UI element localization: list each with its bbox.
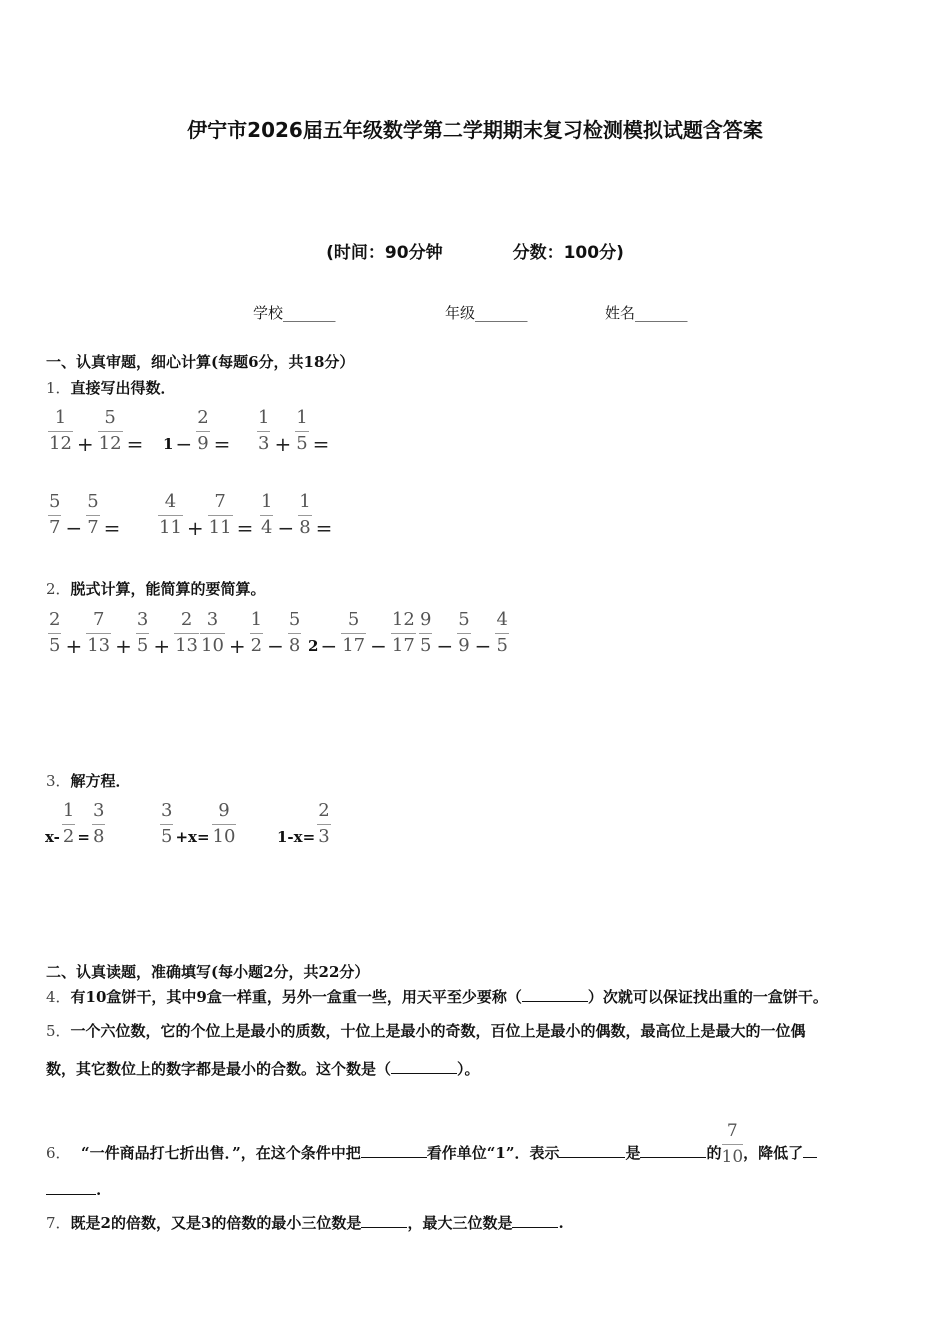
numerator: 1 [299,491,311,512]
denominator: 5 [496,635,508,656]
operator: − [474,634,492,658]
fraction [457,610,470,656]
fraction [208,492,233,538]
answer-blank[interactable] [391,1059,457,1074]
fraction-bar [298,515,311,516]
question-text: 看作单位“1”．表示 [426,1144,560,1162]
question-text: ，降低了 [743,1144,804,1162]
numerator: 7 [214,491,226,512]
expression [417,610,511,656]
numerator: 4 [164,491,177,512]
numerator: 12 [391,609,415,630]
fraction [341,610,366,656]
term: +x= [175,828,210,846]
fraction-bar [722,1144,744,1145]
numerator: 3 [136,609,149,630]
answer-blank[interactable] [640,1143,706,1158]
fraction [48,492,61,538]
numerator: 7 [726,1121,738,1141]
operator: + [274,432,292,456]
question-text: 是 [625,1144,641,1162]
denominator: 17 [342,635,366,656]
numerator: 1 [261,491,273,512]
fraction [250,610,263,656]
numerator: 1 [62,800,75,821]
fraction-bar [391,633,416,634]
fraction-bar [250,633,263,634]
question-5-cont [46,1058,480,1079]
denominator: 12 [98,433,122,454]
fraction [136,610,149,656]
numerator: 5 [104,407,116,428]
fraction-bar [295,431,308,432]
time-limit: (时间：90分钟 [326,243,443,263]
fraction-bar [62,824,75,825]
denominator: 9 [197,433,209,454]
question-text: 数，其它数位上的数字都是最小的合数。这个数是（ [46,1060,392,1078]
question-7 [46,1212,564,1233]
answer-blank[interactable] [512,1213,558,1228]
fraction-bar [86,515,99,516]
expression [46,408,145,454]
question-text: ）次就可以保证找出重的一盒饼干。 [587,988,828,1006]
fraction-bar [92,824,105,825]
operator: = [236,516,254,540]
question-5 [46,1020,806,1041]
school-field: 学校_______ [253,304,336,322]
numerator: 9 [218,800,230,821]
expression [255,408,331,454]
question-number: 7． [46,1214,71,1232]
operator: − [175,432,193,456]
fraction [317,801,330,847]
question-text: 一个六位数，它的个位上是最小的质数，十位上是最小的奇数，百位上是最小的偶数，最高位上是最大的一位偶 [70,1022,806,1040]
denominator: 11 [159,517,182,538]
expression [46,610,201,656]
term: 1-x= [277,828,316,846]
denominator: 2 [250,635,263,656]
question-3 [46,770,131,791]
question-number: 5． [46,1022,71,1040]
section-1-heading: 一、认真审题，细心计算(每题6分，共18分） [46,353,355,371]
denominator: 7 [87,517,99,538]
fraction [722,1121,744,1167]
fraction-bar [288,633,301,634]
denominator: 7 [49,517,61,538]
fraction [288,610,301,656]
expression [156,492,255,538]
operator: = [213,432,231,456]
numerator: 7 [92,609,105,630]
fraction [86,492,99,538]
numerator: 5 [87,491,99,512]
question-text: ）。 [457,1060,480,1078]
fraction [260,492,273,538]
denominator: 5 [161,826,173,847]
fraction [295,408,308,454]
question-text: 脱式计算，能简算的要简算。 [70,580,266,598]
fraction [298,492,311,538]
fraction [174,610,199,656]
fraction [495,610,508,656]
equation [45,801,107,847]
question-4 [46,986,828,1007]
denominator: 12 [49,433,72,454]
fraction-bar [419,633,432,634]
operator: − [320,634,338,658]
operator: − [277,516,295,540]
operator: = [312,432,330,456]
term: x- [45,828,60,846]
fraction-bar [260,515,273,516]
denominator: 9 [458,635,470,656]
fraction [98,408,123,454]
fraction [419,610,432,656]
fraction-bar [341,633,366,634]
fraction [158,492,183,538]
page-title: 伊宁市2026届五年级数学第二学期期末复习检测模拟试题含答案 [187,118,763,142]
fraction [257,408,270,454]
question-2 [46,578,266,599]
grade-field: 年级_______ [445,304,528,322]
fraction [200,610,225,656]
operator: + [153,634,171,658]
denominator: 2 [62,826,75,847]
operator: = [126,432,144,456]
fraction-bar [158,515,183,516]
question-text: 有10盒饼干，其中9盒一样重，另外一盒重一些，用天平至少要称（ [70,988,522,1006]
numerator: 3 [161,800,173,821]
operator: − [370,634,387,658]
answer-blank[interactable] [361,1143,427,1158]
name-field: 姓名_______ [605,304,688,322]
question-number: 6． [46,1144,71,1162]
denominator: 4 [261,517,273,538]
question-number: 2． [46,580,71,598]
question-text: “一件商品打七折出售．”，在这个条件中把 [81,1144,361,1162]
numerator: 2 [197,407,209,428]
denominator: 11 [208,517,232,538]
denominator: 8 [288,635,301,656]
question-text: 既是2的倍数，又是3的倍数的最小三位数是 [70,1214,362,1232]
expression [46,492,122,538]
denominator: 13 [175,635,199,656]
equation [277,801,333,847]
fraction-bar [196,431,209,432]
denominator: 3 [258,433,270,454]
answer-blank[interactable] [361,1213,407,1228]
answer-blank[interactable] [46,1180,96,1195]
fraction-bar [200,633,225,634]
expression [258,492,334,538]
question-text: 的 [706,1144,722,1162]
answer-blank[interactable] [803,1143,817,1158]
question-number: 1． [46,379,71,397]
fraction-bar [208,515,233,516]
exam-meta [0,238,950,263]
fraction [62,801,75,847]
fraction-bar [48,431,73,432]
numerator: 4 [496,609,508,630]
total-score: 分数：100分) [512,243,624,263]
question-text: 直接写出得数． [70,379,176,397]
operator: − [267,634,284,658]
denominator: 10 [721,1147,744,1167]
term: 1 [163,435,174,453]
expression [198,610,303,656]
fraction [48,610,61,656]
section-2-heading: 二、认真读题，准确填写(每小题2分，共22分） [46,963,370,981]
fraction-bar [136,633,149,634]
numerator: 3 [92,800,105,821]
numerator: 2 [180,609,193,630]
denominator: 8 [299,517,311,538]
operator: = [315,516,333,540]
fraction [48,408,73,454]
fraction [92,801,105,847]
fraction-bar [495,633,508,634]
numerator: 5 [458,609,470,630]
denominator: 13 [87,635,111,656]
numerator: 9 [420,609,432,630]
operator: + [115,634,132,658]
question-number: 4． [46,988,71,1006]
question-6 [46,1117,817,1167]
fraction-bar [457,633,470,634]
denominator: 17 [391,635,415,656]
denominator: 10 [201,635,224,656]
denominator: 5 [420,635,432,656]
question-text: 解方程． [70,772,131,790]
denominator: 10 [212,826,236,847]
fraction-bar [48,633,61,634]
numerator: 3 [206,609,219,630]
fraction [212,801,237,847]
numerator: 5 [347,609,360,630]
fraction-bar [48,515,61,516]
fraction-bar [257,431,270,432]
denominator: 5 [296,433,308,454]
fraction [160,801,173,847]
numerator: 5 [288,609,301,630]
answer-blank[interactable] [559,1143,625,1158]
question-6-cont [46,1180,101,1199]
numerator: 1 [250,609,263,630]
numerator: 1 [258,407,270,428]
question-number: 3． [46,772,71,790]
expression [308,610,418,656]
operator: + [228,634,246,658]
numerator: 2 [49,609,61,630]
fraction-bar [174,633,199,634]
denominator: 5 [49,635,61,656]
numerator: 1 [296,407,308,428]
denominator: 8 [92,826,105,847]
operator: + [76,432,94,456]
denominator: 5 [136,635,149,656]
fraction-bar [160,824,173,825]
expression [163,408,232,454]
numerator: 1 [54,407,67,428]
operator: − [65,516,83,540]
question-text: . [96,1181,102,1199]
question-1 [46,377,176,398]
term: 2 [308,637,319,655]
equation [158,801,238,847]
numerator: 2 [318,800,330,821]
fraction-bar [86,633,111,634]
answer-blank[interactable] [522,987,588,1002]
operator: + [186,516,204,540]
question-text: ，最大三位数是 [407,1214,513,1232]
fraction [86,610,111,656]
fraction [196,408,209,454]
fraction [391,610,416,656]
fraction-bar [212,824,237,825]
term: = [77,828,90,846]
numerator: 5 [49,491,61,512]
fraction-bar [317,824,330,825]
operator: + [65,634,83,658]
operator: = [103,516,121,540]
denominator: 3 [318,826,330,847]
operator: − [436,634,454,658]
fraction-bar [98,431,123,432]
question-text: . [558,1214,564,1232]
